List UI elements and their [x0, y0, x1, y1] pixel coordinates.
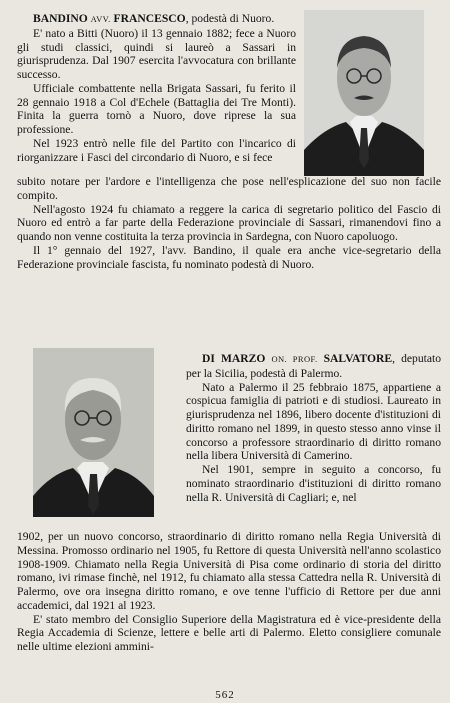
entry-bandino-paragraph: Ufficiale combattente nella Brigata Sassari, fu ferito il 28 gennaio 1918 a Col d'Echele (Battaglia dei Tre Monti). Finita la guerra tornò a Nuoro, dove riprese la sua professione. [17, 81, 296, 136]
entry-bandino-firstname: FRANCESCO [113, 12, 186, 25]
entry-di-marzo-role: , deputato per la Sicilia, podestà di Palermo. [186, 352, 441, 380]
entry-bandino-name: BANDINO [33, 12, 88, 25]
portrait-di-marzo [33, 348, 154, 517]
entry-di-marzo-text [186, 352, 441, 504]
entry-di-marzo-paragraph: 1902, per un nuovo concorso, straordinario di diritto romano nella Regia Università di Messina. Promosso ordinario nel 1905, fu Rettore di questa Università nell'anno scolastico 1908-1909. Chiamato nella Regia Università di Pisa come ordinario di storia del diritto romano, ivi rimase finchè, nel 1912, fu chiamato alla stessa Cattedra nella R. Università di Palermo, ove ora insegna diritto romano, e ove tenne l'ufficio di Rettore per due anni accademici, dal 1921 al 1923. [17, 530, 441, 612]
entry-bandino-paragraph: Il 1° gennaio del 1927, l'avv. Bandino, il quale era anche vice-segretario della Federazione provinciale fascista, fu nominato podestà di Nuoro. [17, 243, 441, 271]
entry-bandino-paragraph: Nell'agosto 1924 fu chiamato a reggere la carica di segretario politico del Fascio di Nuoro ed entrò a far parte della Federazione provinciale di Sassari, rimanendovi fino a quando non venne costituita la terza provincia in Sardegna, con Nuoro capoluogo. [17, 202, 441, 243]
entry-bandino-paragraph: subito notare per l'ardore e l'intelligenza che pose nell'esplicazione del suo non facile compito. [17, 175, 441, 202]
portrait-bandino [304, 10, 424, 176]
entry-di-marzo-paragraph: Nel 1901, sempre in seguito a concorso, fu nominato straordinario d'istituzioni di diritto romano nella R. Università di Cagliari; e, nel [186, 463, 441, 504]
entry-bandino-text [17, 12, 296, 164]
entry-di-marzo-paragraph: Nato a Palermo il 25 febbraio 1875, appartiene a cospicua famiglia di patrioti e di studiosi. Laureato in giurisprudenza nel 1896, libero docente d'istituzioni di diritto romano nel 1899, in questo stesso anno vinse il concorso a professore straordinario di diritto romano nella libera Università di Camerino. [186, 380, 441, 463]
entry-bandino-text-cont [17, 175, 441, 271]
entry-bandino-role: , podestà di Nuoro. [185, 12, 275, 25]
entry-di-marzo-title: ON. PROF. [271, 354, 318, 364]
entry-bandino-paragraph: Nel 1923 entrò nelle file del Partito con l'incarico di riorganizzare i Fasci del circondario di Nuoro, e si fece [17, 136, 296, 164]
entry-bandino-title: AVV. [90, 14, 111, 24]
entry-di-marzo-text-cont [17, 530, 441, 654]
entry-bandino-paragraph: E' nato a Bitti (Nuoro) il 13 gennaio 1882; fece a Nuoro gli studi classici, quindi si laureò a Sassari in giurisprudenza. Dal 1907 esercita l'avvocatura con brillante successo. [17, 26, 296, 81]
entry-di-marzo-firstname: SALVATORE [323, 352, 393, 365]
entry-di-marzo-name: DI MARZO [202, 352, 266, 365]
entry-di-marzo-paragraph: E' stato membro del Consiglio Superiore della Magistratura ed è vice-presidente della Regia Accademia di Scienze, lettere e belle arti di Palermo. Eletto consigliere comunale nelle ultime elezioni ammini- [17, 612, 441, 653]
page-number: 562 [215, 689, 235, 701]
